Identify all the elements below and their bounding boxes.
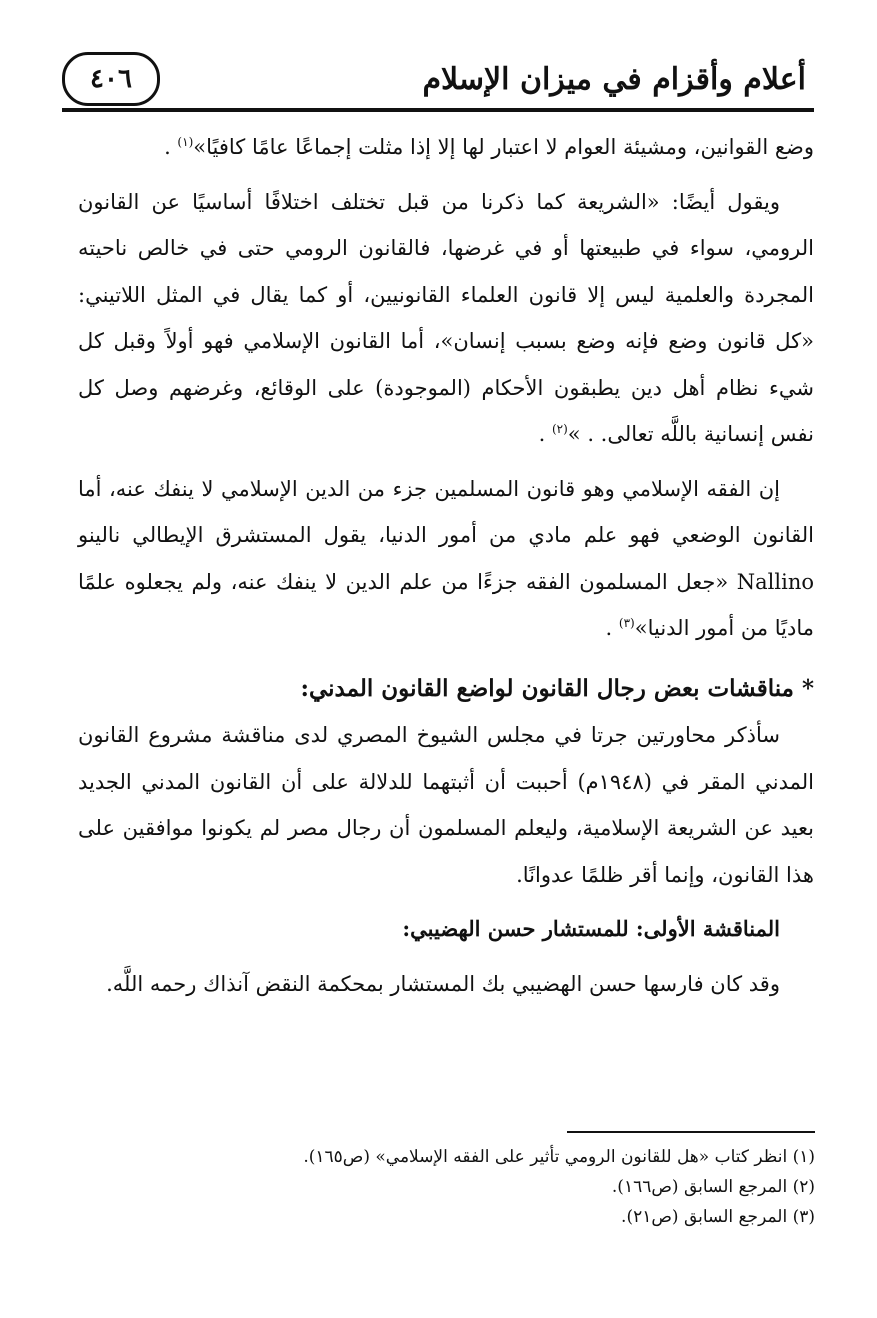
paragraph-hudaybi: وقد كان فارسها حسن الهضيبي بك المستشار بمحكمة النقض آنذاك رحمه اللَّه. (106, 971, 780, 996)
paragraph-continuation (78, 124, 814, 171)
paragraph-text: وضع القوانين، ومشيئة العوام لا اعتبار لها إلا إذا مثلت إجماعًا عامًا كافيًا» (193, 135, 814, 159)
paragraph-senate-debates: سأذكر محاورتين جرتا في مجلس الشيوخ المصري لدى مناقشة مشروع القانون المدني المقر في (١٩٤٨م) أحببت أن أثبتهما للدلالة على أن القانون المدني الجديد بعيد عن الشريعة الإسلامية، وليعلم المسلمون أن رجال مصر لم يكونوا موافقين على هذا القانون، وإنما أقر ظلمًا عدوانًا. (78, 723, 814, 887)
paragraph-end: . (605, 616, 619, 640)
page-header (62, 52, 814, 112)
running-title: أعلام وأقزام في ميزان الإسلام (422, 62, 806, 97)
paragraph-end: . (538, 422, 552, 446)
footnote-ref-1: (١) (177, 135, 194, 149)
main-text (78, 124, 814, 1007)
footnotes (63, 1142, 815, 1232)
section-heading: * مناقشات بعض رجال القانون لواضع القانون المدني: (300, 674, 814, 702)
footnote-3: (٣) المرجع السابق (ص٢١). (621, 1207, 815, 1227)
paragraph-text: ويقول أيضًا: «الشريعة كما ذكرنا من قبل تختلف اختلافًا أساسيًا عن القانون الرومي، سواء في طبيعتها أو في غرضها، فالقانون الرومي حتى في خالص ناحيته المجردة والعلمية ليس إلا قانون العلماء القانونيين، أو كما يقال في المثل اللاتيني: «كل قانون وضع فإنه وضع بسبب إنسان»، أما القانون الإسلامي فهو أولاً وقبل كل شيء نظام أهل دين يطبقون الأحكام (الموجودة) على الوقائع، وغرضهم وصل كل نفس إنسانية باللَّه تعالى. . » (78, 189, 814, 446)
footnote-1: (١) انظر كتاب «هل للقانون الرومي تأثير على الفقه الإسلامي» (ص١٦٥). (303, 1147, 815, 1167)
footnote-ref-3: (٣) (618, 616, 635, 630)
paragraph-text: إن الفقه الإسلامي وهو قانون المسلمين جزء من الدين الإسلامي لا ينفك عنه، أما القانون الوضعي فهو علم مادي من أمور الدنيا، يقول المستشرق الإيطالي نالينو Nallino «جعل المسلمون الفقه جزءًا من علم الدين لا ينفك عنه، ولم يجعلوه علمًا ماديًا من أمور الدنيا» (78, 476, 814, 640)
paragraph-end: . (164, 135, 178, 159)
sub-heading: المناقشة الأولى: للمستشار حسن الهضيبي: (402, 916, 780, 941)
paragraph-quote-shariah (78, 179, 814, 458)
footnote-separator (567, 1131, 815, 1133)
footnote-ref-2: (٢) (551, 422, 568, 436)
footnote-2: (٢) المرجع السابق (ص١٦٦). (611, 1177, 815, 1197)
page-number: ٤٠٦ (62, 52, 160, 106)
paragraph-islamic-fiqh (78, 466, 814, 652)
